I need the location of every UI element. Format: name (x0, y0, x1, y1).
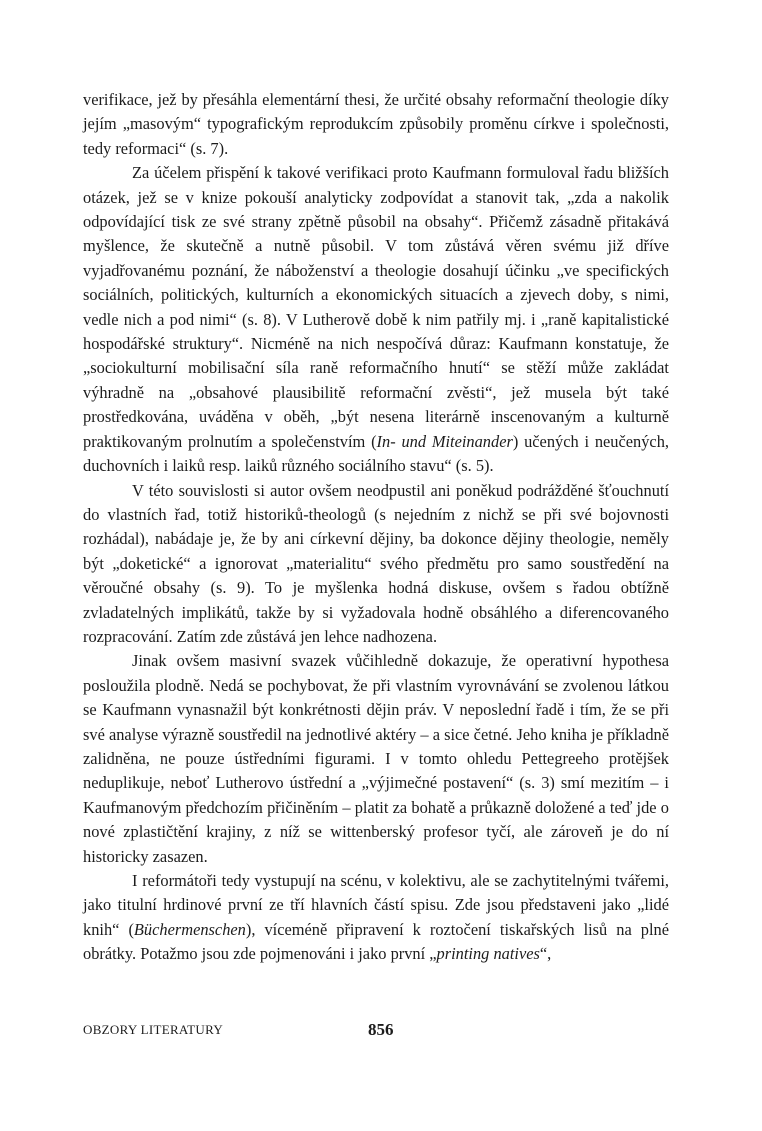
paragraph-3-text: V této souvislosti si autor ovšem neodpustil ani poněkud podrážděné šťouchnutí do vlastních řad, totiž historiků-theologů (s nejedním z nichž se při své bojovnosti rozhádal), nabádaje je, že by ani církevní dějiny, ba dokonce dějiny theologie, neměly být „doketické“ a ignorovat „materialitu“ svého předmětu pro samo soustředění na věroučné obsahy (s. 9). To je myšlenka hodná diskuse, ovšem s řadou obtížně zvladatelných implikátů, takže by si vyžadovala hodně obsáhlého a diferencovaného rozpracování. Zatím zde zůstává jen lehce nadhozena. (83, 480, 669, 646)
paragraph-3 (83, 479, 669, 650)
paragraph-5-italic-term-2: printing natives (436, 944, 540, 964)
paragraph-2 (83, 161, 669, 478)
paragraph-1 (83, 88, 669, 161)
paragraph-2-text-end: ) učených i neučených, duchovních i laiků resp. laiků různého sociálního stavu“ (s. 5). (83, 431, 669, 476)
paragraph-4-text: Jinak ovšem masivní svazek vůčihledně dokazuje, že operativní hypothesa posloužila plodně. Nedá se pochybovat, že při vlastním vyrovnávání se zvolenou látkou se Kaufmann vynasnažil být konkrétnosti dějin práv. V neposlední řadě i tím, že se při své analyse výrazně soustředil na jednotlivé aktéry – a sice četné. Jeho kniha je příkladně zalidněna, ne pouze ústředními figurami. I v tomto ohledu Pettegreeho protějšek neduplikuje, neboť Lutherovo ústřední a „výjimečné postavení“ (s. 3) smí mezitím – i Kaufmanovým předchozím přičiněním – platit za bohatě a průkazně doložené a teď jde o nové zplastičtění krajiny, z níž se wittenberský profesor tyčí, ale zároveň je do ní historicky zasazen. (83, 651, 669, 866)
article-body (83, 88, 669, 967)
paragraph-5-text: I reformátoři tedy vystupují na scénu, v kolektivu, ale se zachytitelnými tvářemi, jako titulní hrdinové první ze tří hlavních částí spisu. Zde jsou představeni jako „lidé knih“ ( (83, 871, 669, 939)
paragraph-5-text-end: “, (539, 944, 552, 964)
paragraph-1-text: verifikace, jež by přesáhla elementární thesi, že určité obsahy reformační theologie díky jejím „masovým“ typografickým reprodukcím způsobily proměnu církve i společnosti, tedy reformaci“ (s. 7). (83, 90, 669, 158)
paragraph-2-text: Za účelem přispění k takové verifikaci proto Kaufmann formuloval řadu bližších otázek, jež se v knize pokouší analyticky zodpovídat a stanovit tak, „zda a nakolik odpovídající tisk ze své strany zpětně působil na obsahy“. Přičemž zásadně přitakává myšlence, že skutečně a nutně působil. V tom zůstává věren svému již dříve vyjadřovanému poznání, že náboženství a theologie dosahují účinku „ve specifických sociálních, politických, kulturních a ekonomických situacích a zjevech doby, s nimi, vedle nich a pod nimi“ (s. 8). V Lutherově době k nim patřily mj. i „raně kapitalistické hospodářské struktury“. Nicméně na nich nespočívá důraz: Kaufmann konstatuje, že „sociokulturní mobilisační síla raně reformačního hnutí“ se stěží může zakládat výhradně na „obsahové plausibilitě reformační zvěsti“, jež musela být také prostředkována, uváděna v oběh, „být nesena literárně inscenovaným a kulturně praktikovaným prolnutím a společenstvím ( (83, 163, 669, 451)
paragraph-2-italic-term: In- und Miteinander (376, 431, 513, 451)
paragraph-4 (83, 649, 669, 869)
page-number: 856 (368, 1020, 394, 1039)
paragraph-5-text-mid: ), víceméně připravení k roztočení tiskařských lisů na plné obrátky. Potažmo jsou zde pojmenováni i jako první „ (83, 919, 669, 964)
journal-name: OBZORY LITERATURY (83, 1022, 224, 1037)
paragraph-5 (83, 869, 669, 967)
paragraph-5-italic-term: Büchermenschen (133, 919, 246, 939)
